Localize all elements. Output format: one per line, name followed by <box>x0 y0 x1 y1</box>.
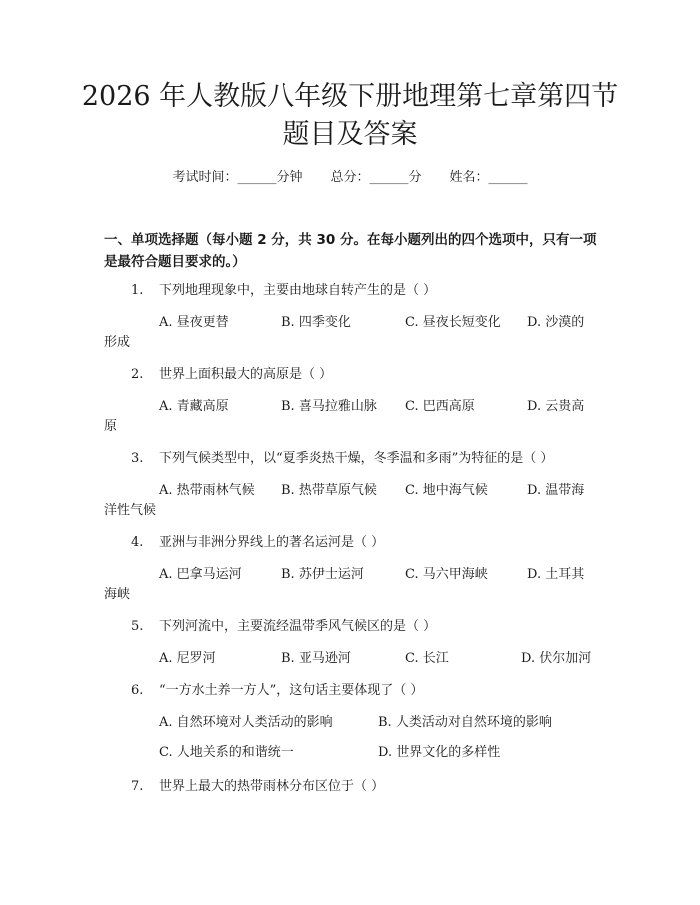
question-stem: “一方水土养一方人”，这句话主要体现了（ ） <box>159 683 424 698</box>
section-heading-line-2: 是最符合题目要求的。） <box>104 254 246 270</box>
question-stem: 亚洲与非洲分界线上的著名运河是（ ） <box>159 535 385 550</box>
question-stem: 世界上最大的热带雨林分布区位于（ ） <box>159 779 385 794</box>
exam-meta <box>0 169 700 187</box>
option-b: B. 喜马拉雅山脉 <box>281 399 377 414</box>
option-b: B. 苏伊士运河 <box>281 567 364 582</box>
option-d: D. 世界文化的多样性 <box>378 745 501 760</box>
section-heading-line-1: 一、单项选择题（每小题 2 分，共 30 分。在每小题列出的四个选项中，只有一项 <box>104 232 597 248</box>
title-line-2: 题目及答案 <box>282 119 418 150</box>
option-d: D. 温带海 <box>527 483 585 498</box>
total-score: 总分：______分 <box>330 170 422 185</box>
option-a: A. 巴拿马运河 <box>159 567 242 582</box>
option-c: C. 昼夜长短变化 <box>405 315 501 330</box>
question-number: 4. <box>131 535 144 550</box>
option-wrap: 形成 <box>104 335 131 350</box>
option-wrap: 海峡 <box>104 587 131 602</box>
option-d: D. 土耳其 <box>527 567 585 582</box>
student-name: 姓名：______ <box>449 170 528 185</box>
option-wrap: 洋性气候 <box>104 503 157 518</box>
option-d: D. 伏尔加河 <box>521 651 592 666</box>
question-number: 7. <box>131 779 144 794</box>
option-b: B. 四季变化 <box>281 315 351 330</box>
option-d: D. 云贵高 <box>527 399 585 414</box>
option-c: C. 巴西高原 <box>405 399 475 414</box>
question-stem: 下列地理现象中，主要由地球自转产生的是（ ） <box>159 283 437 298</box>
exam-time: 考试时间：______分钟 <box>172 170 303 185</box>
option-b: B. 人类活动对自然环境的影响 <box>378 715 552 730</box>
option-c: C. 长江 <box>405 651 449 666</box>
section-heading <box>104 229 604 273</box>
option-wrap: 原 <box>104 419 118 434</box>
option-c: C. 马六甲海峡 <box>405 567 488 582</box>
question-number: 6. <box>131 683 144 698</box>
option-a: A. 尼罗河 <box>159 651 216 666</box>
option-a: A. 热带雨林气候 <box>159 483 255 498</box>
option-b: B. 亚马逊河 <box>281 651 351 666</box>
question-stem: 下列气候类型中，以“夏季炎热干燥，冬季温和多雨”为特征的是（ ） <box>159 451 554 466</box>
option-a: A. 青藏高原 <box>159 399 229 414</box>
question-number: 5. <box>131 619 144 634</box>
question-number: 3. <box>131 451 144 466</box>
option-b: B. 热带草原气候 <box>281 483 377 498</box>
option-a: A. 昼夜更替 <box>159 315 229 330</box>
question-number: 2. <box>131 367 144 382</box>
option-a: A. 自然环境对人类活动的影响 <box>159 715 333 730</box>
option-c: C. 人地关系的和谐统一 <box>159 745 294 760</box>
question-stem: 世界上面积最大的高原是（ ） <box>159 367 333 382</box>
question-number: 1. <box>131 283 144 298</box>
document-title <box>0 78 700 154</box>
option-d: D. 沙漠的 <box>527 315 585 330</box>
option-c: C. 地中海气候 <box>405 483 488 498</box>
question-stem: 下列河流中，主要流经温带季风气候区的是（ ） <box>159 619 437 634</box>
title-line-1: 2026 年人教版八年级下册地理第七章第四节 <box>81 81 619 112</box>
